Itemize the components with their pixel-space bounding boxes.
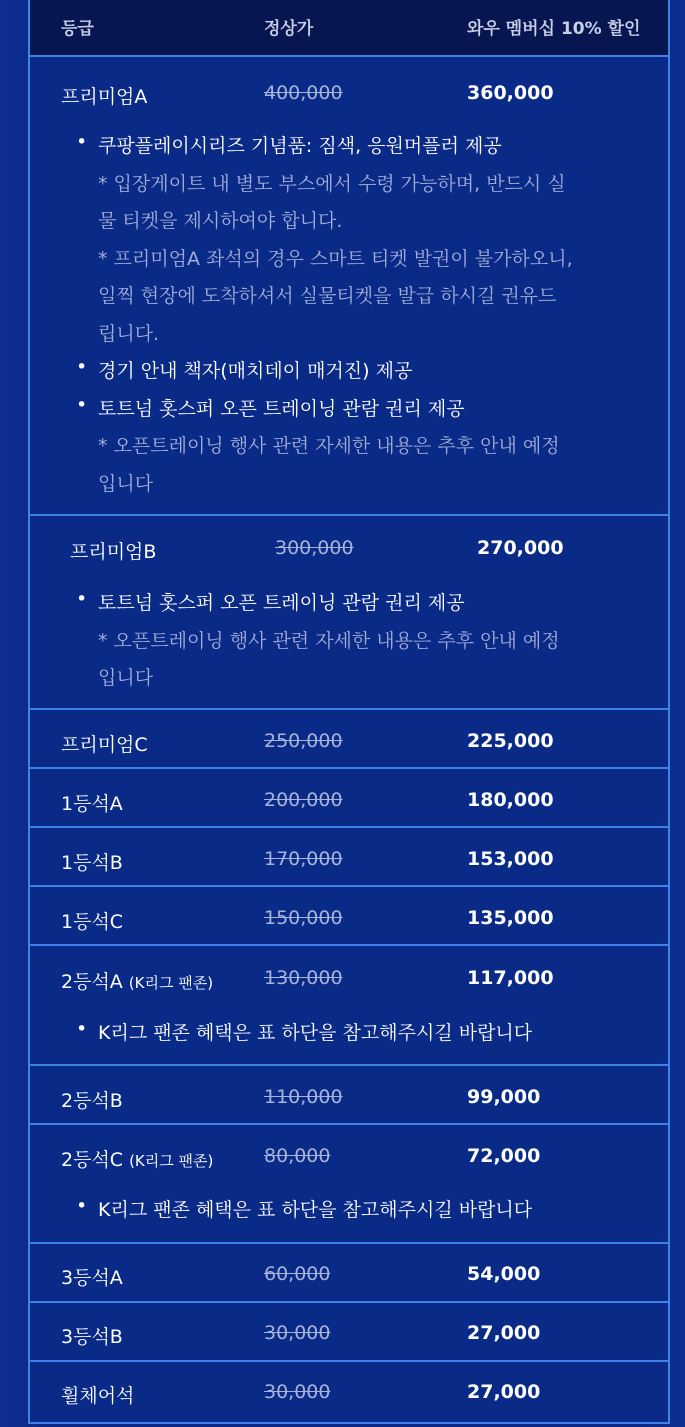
benefit-note: * 입장게이트 내 별도 부스에서 수령 가능하며, 반드시 실 [98, 172, 566, 195]
grade-label [61, 82, 147, 109]
regular-price: 30,000 [264, 1322, 331, 1344]
grade-name: 휠체어석 [61, 1385, 135, 1407]
wow-price: 54,000 [467, 1263, 541, 1285]
regular-price: 300,000 [275, 537, 354, 559]
benefit-note: 일찍 현장에 도착하셔서 실물티켓을 발급 하시길 권유드 [98, 285, 557, 307]
grade-label [70, 537, 156, 564]
wow-price: 27,000 [467, 1322, 541, 1344]
header-grade: 등급 [61, 19, 94, 39]
table-row [30, 1303, 668, 1362]
wow-price: 27,000 [467, 1381, 541, 1403]
grade-name: 2등석B [61, 1090, 123, 1112]
benefit-note: * 오픈트레이닝 행사 관련 자세한 내용은 추후 안내 예정 [98, 435, 560, 457]
header-regular-price: 정상가 [264, 19, 314, 39]
wow-price: 153,000 [467, 848, 554, 870]
wow-price: 117,000 [467, 967, 554, 989]
table-row [30, 1244, 668, 1303]
table-row [30, 516, 668, 710]
benefit-note: 립니다. [98, 322, 160, 345]
regular-price: 130,000 [264, 967, 343, 989]
grade-name: 프리미엄B [70, 541, 157, 563]
grade-name: 1등석B [61, 852, 123, 874]
grade-name: 1등석C [61, 911, 124, 933]
grade-label [61, 789, 123, 816]
wow-price: 135,000 [467, 907, 554, 929]
table-row [30, 1125, 668, 1244]
grade-name: 3등석B [61, 1326, 123, 1348]
grade-name: 2등석C [61, 1149, 124, 1171]
benefit-bullet: • K리그 팬존 혜택은 표 하단을 참고해주시길 바랍니다 [98, 1195, 532, 1222]
benefit-bullet: • 토트넘 홋스퍼 오픈 트레이닝 관람 권리 제공 [98, 394, 465, 421]
table-row [30, 57, 668, 516]
benefit-bullet: • K리그 팬존 혜택은 표 하단을 참고해주시길 바랍니다 [98, 1018, 532, 1045]
wow-price: 99,000 [467, 1086, 541, 1108]
benefit-bullet: • 쿠팡플레이시리즈 기념품: 짐색, 응원머플러 제공 [98, 131, 502, 158]
grade-name: 프리미엄C [61, 734, 148, 756]
grade-label [61, 848, 123, 875]
regular-price: 30,000 [264, 1381, 331, 1403]
grade-label [61, 967, 213, 994]
benefit-note: 입니다 [98, 667, 154, 689]
wow-price: 270,000 [477, 537, 564, 559]
regular-price: 250,000 [264, 730, 343, 752]
benefit-note: 입니다 [98, 472, 154, 495]
grade-note: (K리그 팬존) [129, 1152, 214, 1170]
regular-price: 170,000 [264, 848, 343, 870]
grade-label [61, 1263, 123, 1290]
grade-label [61, 1145, 213, 1172]
grade-name: 1등석A [61, 793, 123, 815]
wow-price: 72,000 [467, 1145, 541, 1167]
table-header [30, 0, 668, 57]
benefit-bullet: • 경기 안내 책자(매치데이 매거진) 제공 [98, 356, 412, 383]
regular-price: 80,000 [264, 1145, 331, 1167]
regular-price: 150,000 [264, 907, 343, 929]
wow-price: 360,000 [467, 82, 554, 104]
regular-price: 110,000 [264, 1086, 343, 1108]
header-wow-price: 와우 멤버십 10% 할인 [467, 19, 641, 39]
grade-note: (K리그 팬존) [128, 974, 214, 992]
grade-label [61, 907, 123, 934]
grade-label [61, 1381, 134, 1408]
grade-name: 3등석A [61, 1267, 123, 1289]
table-row [30, 769, 668, 828]
regular-price: 60,000 [264, 1263, 331, 1285]
wow-price: 180,000 [467, 789, 554, 811]
table-row [30, 828, 668, 887]
table-row [30, 1066, 668, 1125]
wow-price: 225,000 [467, 730, 554, 752]
benefit-note: 물 티켓을 제시하여야 합니다. [98, 210, 343, 232]
table-row [30, 1362, 668, 1422]
price-table [28, 0, 670, 1424]
table-row [30, 887, 668, 946]
grade-name: 2등석A [61, 971, 123, 993]
regular-price: 400,000 [264, 82, 343, 104]
regular-price: 200,000 [264, 789, 343, 811]
table-row [30, 710, 668, 769]
benefit-bullet: • 토트넘 홋스퍼 오픈 트레이닝 관람 권리 제공 [98, 588, 465, 615]
grade-label [61, 1086, 123, 1113]
grade-label [61, 730, 148, 757]
grade-label [61, 1322, 123, 1349]
grade-name: 프리미엄A [61, 86, 148, 108]
benefit-note: * 오픈트레이닝 행사 관련 자세한 내용은 추후 안내 예정 [98, 629, 560, 652]
table-row [30, 946, 668, 1066]
benefit-note: * 프리미엄A 좌석의 경우 스마트 티켓 발권이 불가하오니, [98, 247, 573, 270]
